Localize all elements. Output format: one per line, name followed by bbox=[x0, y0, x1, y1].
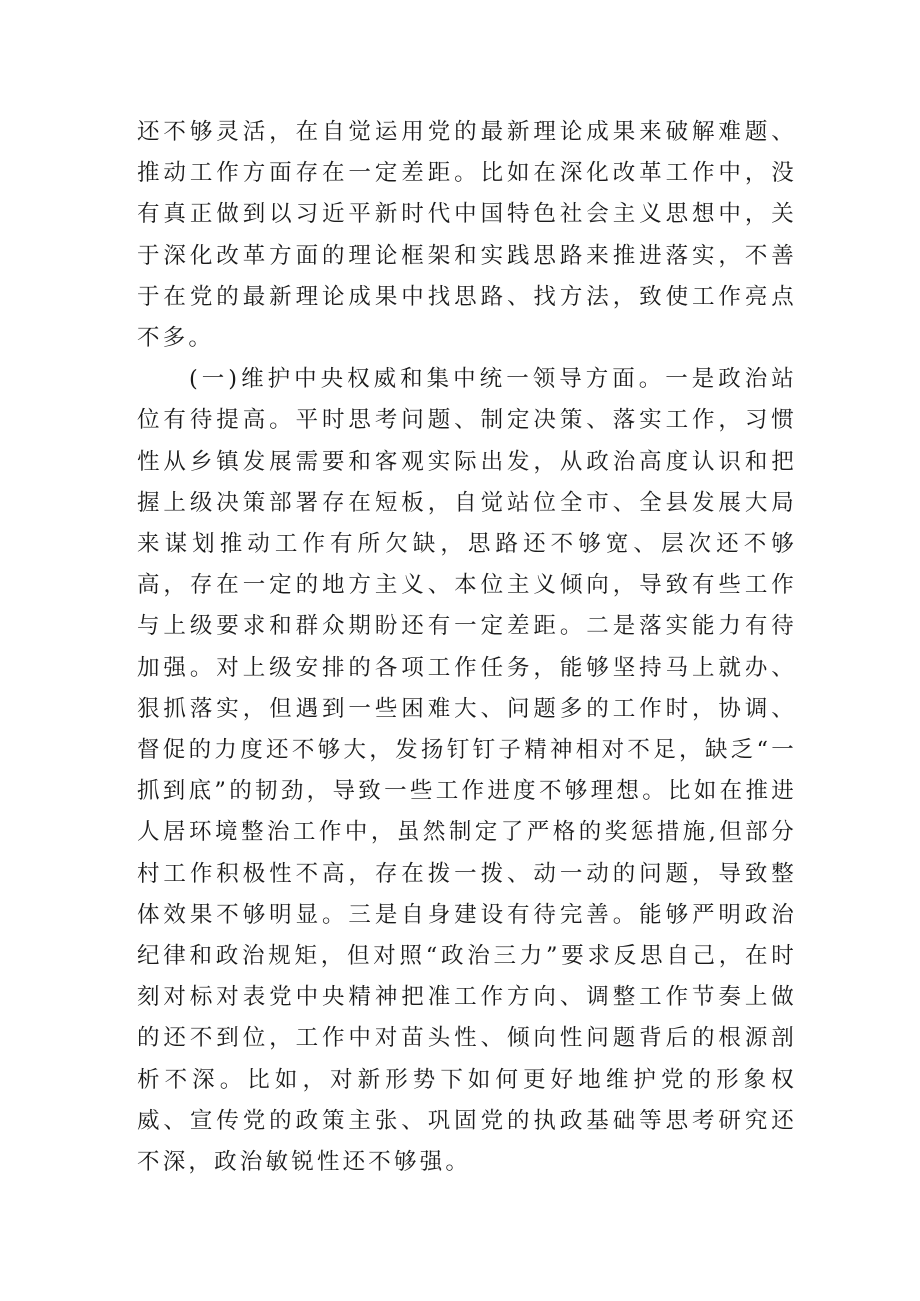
paragraph-continuation: 还不够灵活，在自觉运用党的最新理论成果来破解难题、推动工作方面存在一定差距。比如在深化改革工作中，没有真正做到以习近平新时代中国特色社会主义思想中，关于深化改革方面的理论框架和实践思路来推进落实，不善于在党的最新理论成果中找思路、找方法，致使工作亮点不多。 bbox=[137, 119, 797, 352]
paragraph-section-one: (一)维护中央权威和集中统一领导方面。一是政治站位有待提高。平时思考问题、制定决策、落实工作，习惯性从乡镇发展需要和客观实际出发，从政治高度认识和把握上级决策部署存在短板，自觉站位全市、全县发展大局来谋划推动工作有所欠缺，思路还不够宽、层次还不够高，存在一定的地方主义、本位主义倾向，导致有些工作与上级要求和群众期盼还有一定差距。二是落实能力有待加强。对上级安排的各项工作任务，能够坚持马上就办、狠抓落实，但遇到一些困难大、问题多的工作时，协调、督促的力度还不够大，发扬钉钉子精神相对不足，缺乏“一抓到底”的韧劲，导致一些工作进度不够理想。比如在推进人居环境整治工作中，虽然制定了严格的奖惩措施,但部分村工作积极性不高，存在拨一拨、动一动的问题，导致整体效果不够明显。三是自身建设有待完善。能够严明政治纪律和政治规矩，但对照“政治三力”要求反思自己，在时刻对标对表党中央精神把准工作方向、调整工作节奏上做的还不到位，工作中对苗头性、倾向性问题背后的根源剖析不深。比如，对新形势下如何更好地维护党的形象权威、宣传党的政策主张、巩固党的执政基础等思考研究还不深，政治敏锐性还不够强。 bbox=[137, 366, 797, 1176]
document-body bbox=[137, 112, 797, 1183]
